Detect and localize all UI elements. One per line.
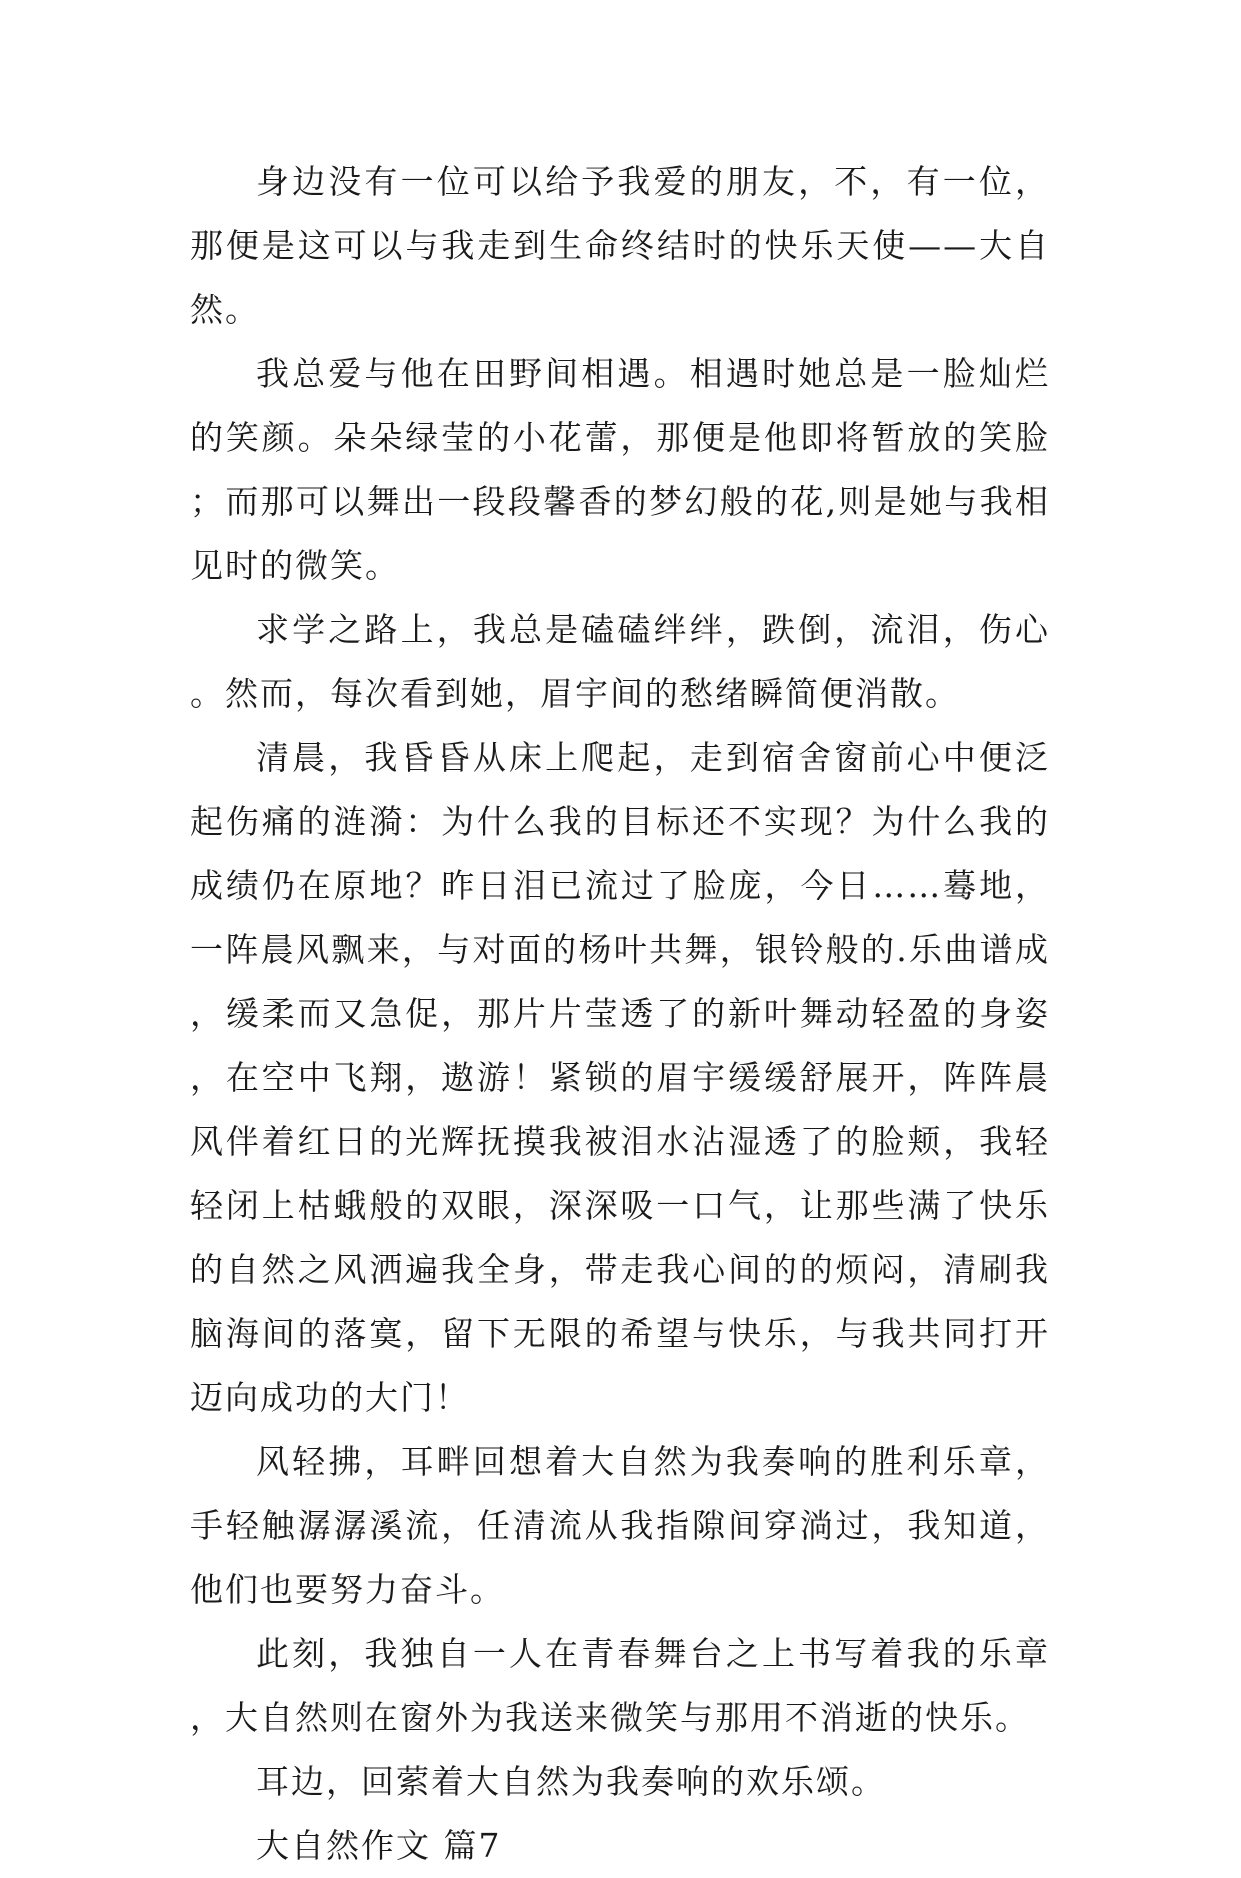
section-heading: 大自然作文 篇7 xyxy=(256,1826,502,1865)
paragraph-6: 此刻，我独自一人在青春舞台之上书写着我的乐章，大自然则在窗外为我送来微笑与那用不消逝的快乐。 xyxy=(190,1634,1050,1737)
paragraph-4: 清晨，我昏昏从床上爬起，走到宿舍窗前心中便泛起伤痛的涟漪：为什么我的目标还不实现？为什么我的成绩仍在原地？昨日泪已流过了脸庞，今日……蓦地，一阵晨风飘来，与对面的杨叶共舞，银铃般的.乐曲谱成，缓柔而又急促，那片片莹透了的新叶舞动轻盈的身姿，在空中飞翔，遨游！紧锁的眉宇缓缓舒展开，阵阵晨风伴着红日的光辉抚摸我被泪水沾湿透了的脸颊，我轻轻闭上枯蛾般的双眼，深深吸一口气，让那些满了快乐的自然之风洒遍我全身，带走我心间的的烦闷，清刷我脑海间的落寞，留下无限的希望与快乐，与我共同打开迈向成功的大门！ xyxy=(190,738,1050,1417)
paragraph-5: 风轻拂，耳畔回想着大自然为我奏响的胜利乐章，手轻触潺潺溪流，任清流从我指隙间穿淌过，我知道，他们也要努力奋斗。 xyxy=(190,1442,1050,1609)
paragraph-3: 求学之路上，我总是磕磕绊绊，跌倒，流泪，伤心。然而，每次看到她，眉宇间的愁绪瞬简便消散。 xyxy=(190,610,1050,713)
document-body xyxy=(190,150,1050,1878)
paragraph-2: 我总爱与他在田野间相遇。相遇时她总是一脸灿烂的笑颜。朵朵绿莹的小花蕾，那便是他即将暂放的笑脸；而那可以舞出一段段馨香的梦幻般的花,则是她与我相见时的微笑。 xyxy=(190,354,1050,585)
paragraph-1: 身边没有一位可以给予我爱的朋友，不，有一位，那便是这可以与我走到生命终结时的快乐天使——大自然。 xyxy=(190,162,1050,329)
paragraph-7: 耳边，回萦着大自然为我奏响的欢乐颂。 xyxy=(256,1762,886,1801)
